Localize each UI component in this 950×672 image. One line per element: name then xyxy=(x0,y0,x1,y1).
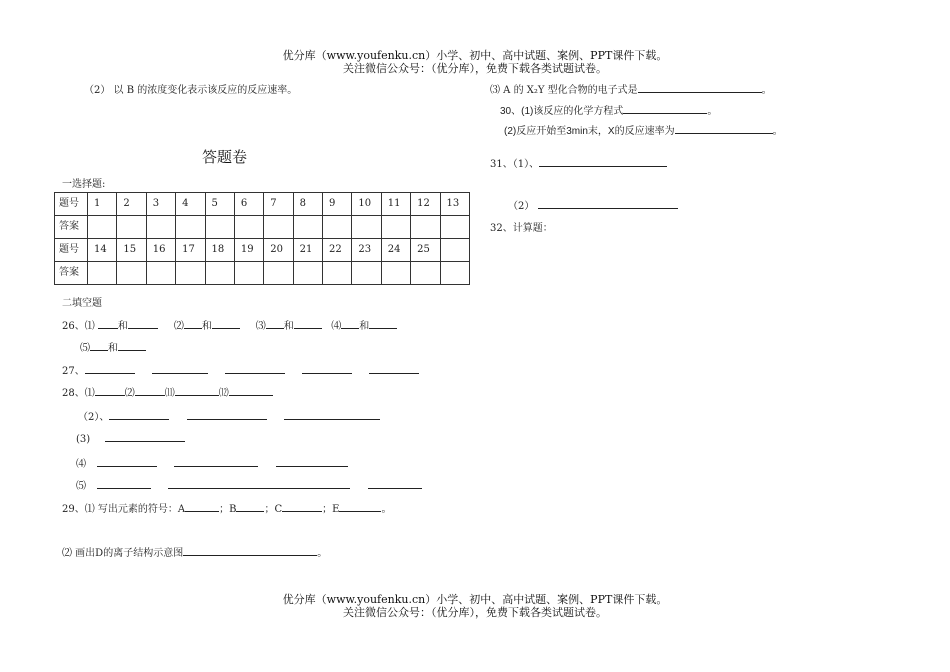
answer-cell[interactable] xyxy=(323,216,352,239)
answer-blank[interactable] xyxy=(538,198,678,209)
q29-line-2-end: 。 xyxy=(317,548,328,559)
answer-cell[interactable] xyxy=(440,262,470,285)
question-29-part-1 xyxy=(62,500,391,515)
table-row xyxy=(55,239,470,262)
question-31-part-2 xyxy=(508,197,678,212)
answer-cell[interactable] xyxy=(88,216,117,239)
question-number-cell: 16 xyxy=(146,239,175,262)
answer-blank[interactable] xyxy=(369,363,419,374)
footer-line-2: 关注微信公众号：（优分库），免费下载各类试题试卷。 xyxy=(343,606,607,619)
and-text: 和 xyxy=(359,321,370,332)
question-32: 32、计算题： xyxy=(490,223,553,234)
question-number-cell: 12 xyxy=(411,193,440,216)
question-28 xyxy=(62,384,273,399)
question-number-cell: 13 xyxy=(440,193,470,216)
answer-cell[interactable] xyxy=(293,262,322,285)
question-number-cell: 15 xyxy=(117,239,146,262)
q30-part-1-end: 。 xyxy=(707,106,718,117)
q30-part-2-end: 。 xyxy=(772,126,783,137)
question-number-cell: 17 xyxy=(176,239,205,262)
q26-item-3: ⑶ xyxy=(255,321,266,332)
question-number-cell: 10 xyxy=(352,193,381,216)
q26-item-1: ⑴ xyxy=(84,321,95,332)
answer-blank-a[interactable] xyxy=(185,501,219,512)
question-number-cell: 4 xyxy=(176,193,205,216)
question-2-text: （2） 以 B 的浓度变化表示该反应的反应速率。 xyxy=(84,85,298,96)
answer-cell[interactable] xyxy=(411,216,440,239)
row-label-answer: 答案 xyxy=(55,262,88,285)
answer-cell[interactable] xyxy=(264,262,293,285)
question-number-cell: 21 xyxy=(293,239,322,262)
answer-blank[interactable] xyxy=(128,318,158,329)
table-row xyxy=(55,216,470,239)
q26-item-2: ⑵ xyxy=(173,321,184,332)
footer-line-1: 优分库（www.youfenku.cn）小学、初中、高中试题、案例、PPT课件下载。 xyxy=(282,593,668,606)
answer-blank[interactable] xyxy=(184,318,202,329)
answer-cell[interactable] xyxy=(176,216,205,239)
q31-part-1-text: 31、（1）、 xyxy=(490,159,540,170)
answer-cell[interactable] xyxy=(381,216,410,239)
question-number-cell: 20 xyxy=(264,239,293,262)
answer-blank[interactable] xyxy=(302,363,352,374)
question-number-cell: 11 xyxy=(381,193,410,216)
question-26-label: 26、 xyxy=(62,321,85,332)
q28-item-2: ⑵ xyxy=(124,388,135,399)
header-line-1: 优分库（www.youfenku.cn）小学、初中、高中试题、案例、PPT课件下载。 xyxy=(282,49,668,62)
answer-cell[interactable] xyxy=(117,262,146,285)
question-number-cell: 14 xyxy=(88,239,117,262)
table-row xyxy=(55,193,470,216)
question-number-cell: 2 xyxy=(117,193,146,216)
answer-cell[interactable] xyxy=(176,262,205,285)
answer-blank[interactable] xyxy=(109,409,169,420)
q30-part-2-text: (2)反应开始至3min末，X的反应速率为 xyxy=(504,126,675,137)
q28-part-2-label: （2）、 xyxy=(78,412,110,423)
section-fill-title: 二填空题 xyxy=(62,298,102,309)
answer-blank-b[interactable] xyxy=(236,501,264,512)
answer-cell[interactable] xyxy=(352,216,381,239)
question-28-part-2 xyxy=(78,408,380,423)
answer-cell[interactable] xyxy=(381,262,410,285)
sheet-title: 答题卷 xyxy=(202,148,248,166)
answer-blank-c[interactable] xyxy=(282,501,322,512)
answer-blank[interactable] xyxy=(294,318,322,329)
question-3-right xyxy=(490,81,772,96)
answer-blank[interactable] xyxy=(95,385,125,396)
row-label-question: 题号 xyxy=(55,193,88,216)
answer-blank[interactable] xyxy=(266,318,284,329)
answer-cell[interactable] xyxy=(440,216,470,239)
answer-table xyxy=(54,192,470,285)
row-label-question: 题号 xyxy=(55,239,88,262)
answer-blank[interactable] xyxy=(135,385,165,396)
answer-blank[interactable] xyxy=(90,340,108,351)
q29-end-mark: 。 xyxy=(381,504,392,515)
question-number-cell: 8 xyxy=(293,193,322,216)
question-number-cell: 7 xyxy=(264,193,293,216)
question-28-part-3 xyxy=(76,431,185,445)
q28-part-3-label: (3) xyxy=(76,434,91,445)
and-text: 和 xyxy=(283,321,294,332)
answer-cell[interactable] xyxy=(234,216,263,239)
answer-blank[interactable] xyxy=(284,409,380,420)
section-choice-title: 一选择题: xyxy=(62,179,106,190)
answer-blank[interactable] xyxy=(105,431,185,442)
question-number-cell xyxy=(440,239,470,262)
q31-part-2-text: （2） xyxy=(508,201,535,212)
question-26-part-5 xyxy=(80,339,146,354)
q28-part-4-label: ⑷ xyxy=(76,459,86,470)
answer-blank[interactable] xyxy=(341,318,359,329)
answer-blank[interactable] xyxy=(229,385,273,396)
answer-cell[interactable] xyxy=(205,262,234,285)
answer-cell[interactable] xyxy=(293,216,322,239)
question-number-cell: 9 xyxy=(323,193,352,216)
question-number-cell: 19 xyxy=(234,239,263,262)
answer-blank[interactable] xyxy=(276,456,348,467)
answer-blank[interactable] xyxy=(85,363,135,374)
answer-cell[interactable] xyxy=(264,216,293,239)
q26-item-5: ⑸ xyxy=(80,343,90,354)
q29-sep-e: ；E xyxy=(322,504,340,515)
question-27-label: 27、 xyxy=(62,366,85,377)
answer-blank[interactable] xyxy=(187,409,267,420)
answer-blank-e[interactable] xyxy=(339,501,381,512)
answer-blank[interactable] xyxy=(97,478,151,489)
answer-cell[interactable] xyxy=(234,262,263,285)
question-number-cell: 18 xyxy=(205,239,234,262)
q26-item-4: ⑷ xyxy=(331,321,342,332)
answer-cell[interactable] xyxy=(205,216,234,239)
row-label-answer: 答案 xyxy=(55,216,88,239)
q28-item-12: ⑿ xyxy=(218,388,229,399)
q29-line-1-text: 29、⑴ 写出元素的符号：A xyxy=(62,504,186,515)
question-30-part-2 xyxy=(504,122,783,137)
q28-part-5-label: ⑸ xyxy=(76,481,86,492)
answer-blank[interactable] xyxy=(174,456,258,467)
answer-blank[interactable] xyxy=(118,340,146,351)
and-text: 和 xyxy=(117,321,128,332)
answer-blank[interactable] xyxy=(97,456,157,467)
table-row xyxy=(55,262,470,285)
q3-text: ⑶ A 的 X₂Y 型化合物的电子式是 xyxy=(490,85,638,96)
question-number-cell: 1 xyxy=(88,193,117,216)
answer-blank[interactable] xyxy=(623,103,707,114)
question-28-part-4 xyxy=(76,455,348,470)
answer-cell[interactable] xyxy=(146,262,175,285)
q3-end: 。 xyxy=(761,85,772,96)
q28-item-1: ⑴ xyxy=(84,388,95,399)
question-27 xyxy=(62,362,419,377)
answer-cell[interactable] xyxy=(88,262,117,285)
question-28-label: 28、 xyxy=(62,388,85,399)
answer-blank[interactable] xyxy=(168,478,350,489)
answer-blank[interactable] xyxy=(183,545,317,556)
answer-blank[interactable] xyxy=(369,318,397,329)
answer-blank[interactable] xyxy=(225,363,285,374)
question-number-cell: 24 xyxy=(381,239,410,262)
question-number-cell: 5 xyxy=(205,193,234,216)
header-line-2: 关注微信公众号：（优分库），免费下载各类试题试卷。 xyxy=(343,62,607,75)
answer-blank[interactable] xyxy=(539,156,667,167)
question-number-cell: 3 xyxy=(146,193,175,216)
answer-blank[interactable] xyxy=(175,385,219,396)
question-29-part-2 xyxy=(62,544,327,559)
question-31-part-1 xyxy=(490,155,667,170)
question-number-cell: 6 xyxy=(234,193,263,216)
q30-part-1-text: 30、(1)该反应的化学方程式 xyxy=(500,106,624,117)
answer-cell[interactable] xyxy=(411,262,440,285)
answer-cell[interactable] xyxy=(117,216,146,239)
q29-sep-c: ；C xyxy=(264,504,283,515)
question-28-part-5 xyxy=(76,477,422,492)
and-text: 和 xyxy=(201,321,212,332)
answer-blank[interactable] xyxy=(212,318,240,329)
answer-blank[interactable] xyxy=(368,478,422,489)
q29-line-2-text: ⑵ 画出D的离子结构示意图 xyxy=(62,548,184,559)
answer-cell[interactable] xyxy=(146,216,175,239)
question-number-cell: 25 xyxy=(411,239,440,262)
and-text: 和 xyxy=(108,343,118,354)
answer-cell[interactable] xyxy=(352,262,381,285)
q28-item-11: ⑾ xyxy=(164,388,175,399)
question-30-part-1 xyxy=(500,102,717,117)
answer-blank[interactable] xyxy=(98,318,118,329)
answer-blank[interactable] xyxy=(638,82,762,93)
answer-blank[interactable] xyxy=(675,123,773,134)
question-number-cell: 23 xyxy=(352,239,381,262)
q29-sep-b: ；B xyxy=(219,504,237,515)
answer-blank[interactable] xyxy=(152,363,208,374)
question-26 xyxy=(62,317,397,332)
answer-cell[interactable] xyxy=(323,262,352,285)
question-number-cell: 22 xyxy=(323,239,352,262)
